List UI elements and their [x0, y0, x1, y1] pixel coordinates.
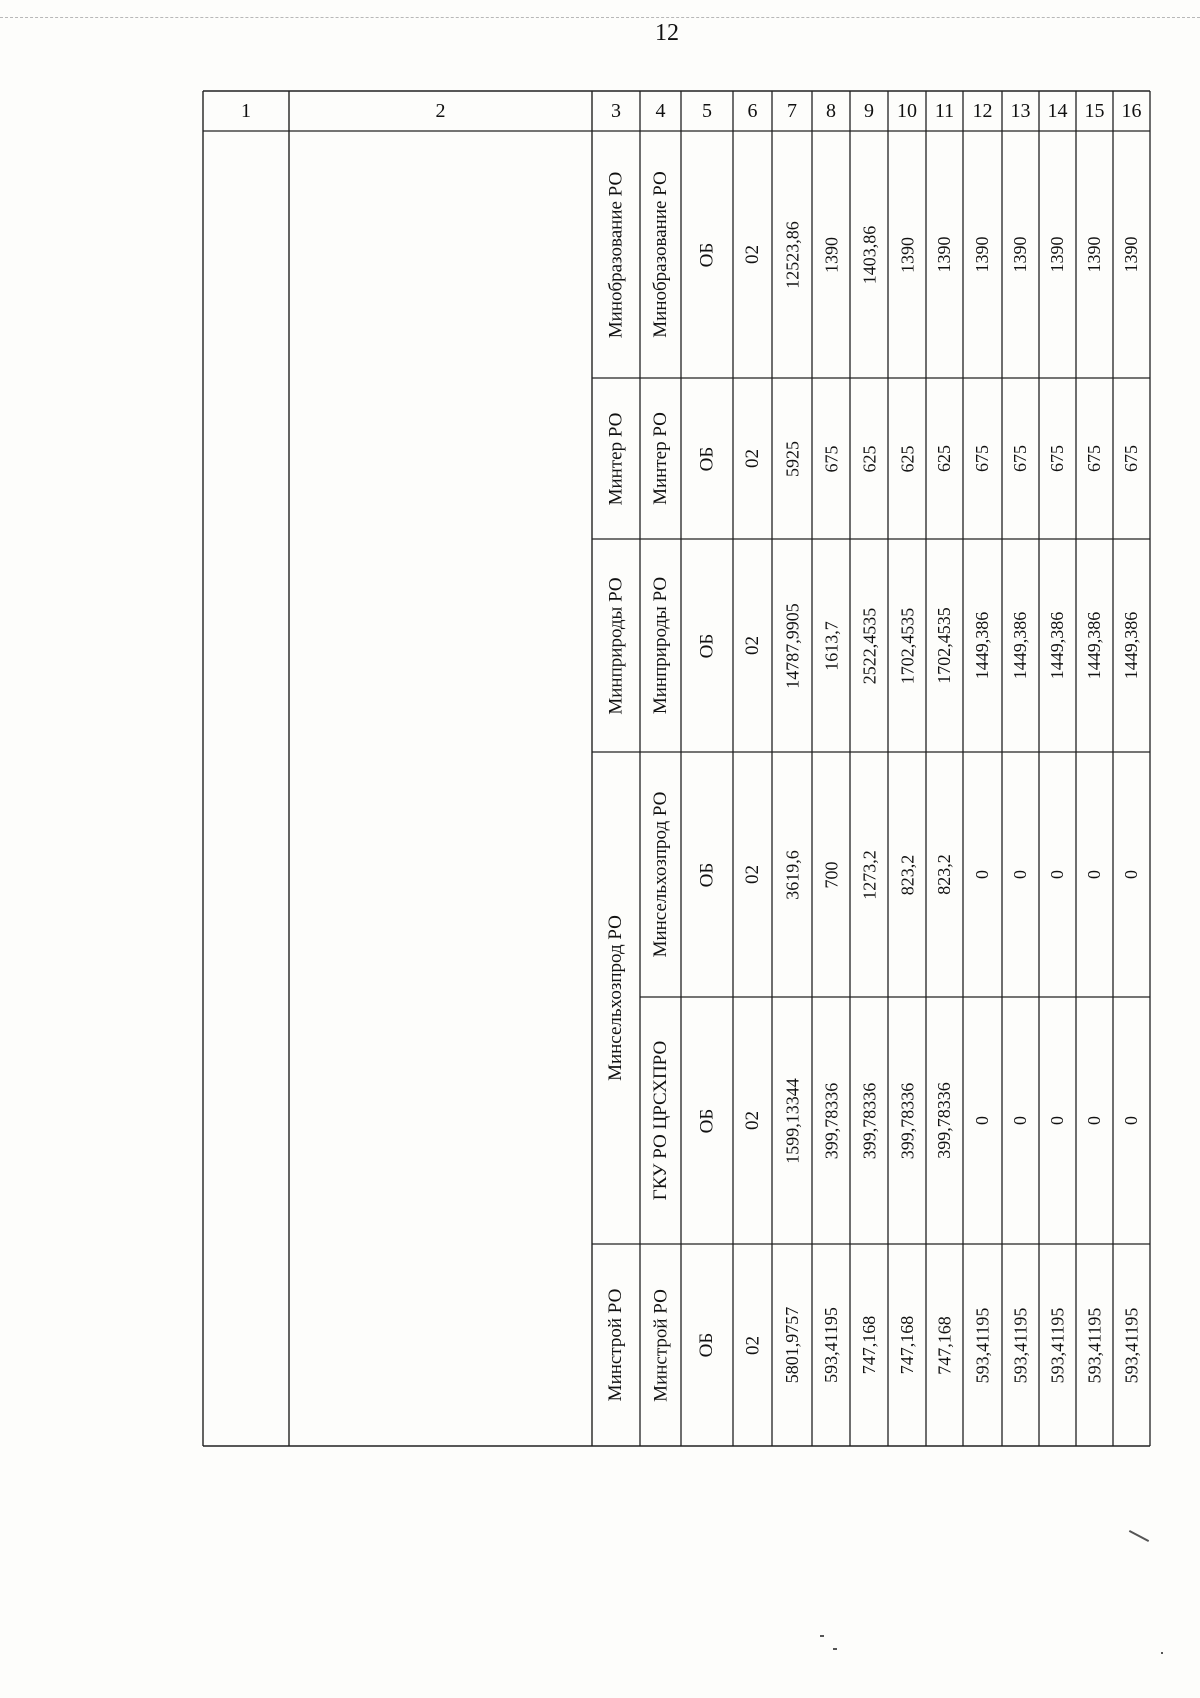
org-name: Минтер РО	[605, 412, 626, 505]
org-name: Минобразование РО	[605, 171, 626, 338]
amount-value: 593,41195	[1121, 1307, 1141, 1383]
column-number-header: 9	[864, 100, 874, 122]
amount-value: 14787,9905	[782, 602, 802, 689]
scan-speck	[1161, 1652, 1163, 1654]
budget-code: 02	[742, 1111, 763, 1130]
amount-value: 1390	[1010, 236, 1030, 273]
amount-value: 593,41195	[1084, 1307, 1104, 1383]
amount-value: 625	[934, 445, 954, 472]
amount-value: 675	[1121, 445, 1141, 472]
amount-value: 675	[821, 445, 841, 472]
recipient-name: Минприроды РО	[650, 576, 671, 715]
column-number-header: 6	[747, 100, 758, 122]
amount-value: 1702,4535	[934, 607, 954, 684]
column-number-header: 7	[787, 100, 797, 122]
amount-value: 1449,386	[1084, 611, 1104, 680]
amount-value: 675	[972, 445, 992, 472]
amount-value: 0	[1047, 1116, 1067, 1125]
amount-value: 700	[821, 861, 841, 888]
amount-value: 0	[972, 870, 992, 879]
budget-code: 02	[742, 449, 763, 468]
amount-value: 5925	[782, 440, 802, 477]
recipient-name: ГКУ РО ЦРСХПРО	[650, 1040, 671, 1201]
amount-value: 593,41195	[972, 1307, 992, 1383]
amount-value: 1449,386	[1121, 611, 1141, 680]
amount-value: 593,41195	[821, 1307, 841, 1383]
amount-value: 1702,4535	[897, 607, 917, 684]
column-number-header: 2	[435, 100, 446, 122]
amount-value: 625	[859, 445, 879, 472]
budget-type: ОБ	[696, 242, 717, 267]
recipient-name: Минстрой РО	[650, 1288, 671, 1402]
amount-value: 747,168	[859, 1315, 879, 1375]
amount-value: 675	[1084, 445, 1104, 472]
budget-type: ОБ	[696, 446, 717, 471]
amount-value: 747,168	[934, 1315, 954, 1375]
amount-value: 675	[1047, 445, 1067, 472]
amount-value: 399,78336	[859, 1082, 879, 1159]
amount-value: 747,168	[897, 1315, 917, 1375]
column-number-header: 3	[611, 100, 621, 122]
amount-value: 0	[1084, 870, 1104, 879]
org-name: Минприроды РО	[605, 576, 626, 715]
amount-value: 12523,86	[782, 220, 802, 289]
amount-value: 593,41195	[1047, 1307, 1067, 1383]
scan-speck	[820, 1635, 824, 1637]
recipient-name: Минсельхозпрод РО	[650, 791, 671, 958]
column-number-header: 5	[702, 100, 712, 122]
column-number-header: 14	[1047, 100, 1068, 122]
budget-type: ОБ	[696, 1108, 717, 1133]
amount-value: 1390	[1047, 236, 1067, 273]
amount-value: 0	[1047, 870, 1067, 879]
org-name: Минстрой РО	[605, 1288, 626, 1402]
column-number-header: 11	[934, 100, 955, 122]
amount-value: 1390	[934, 236, 954, 273]
amount-value: 5801,9757	[782, 1306, 802, 1384]
budget-type: ОБ	[696, 1332, 717, 1358]
column-number-header: 1	[241, 100, 251, 122]
amount-value: 593,41195	[1010, 1307, 1030, 1383]
amount-value: 0	[1121, 870, 1141, 879]
scan-speck	[833, 1648, 837, 1650]
org-name: Минсельхозпрод РО	[605, 915, 626, 1081]
amount-value: 0	[1084, 1116, 1104, 1125]
column-number-header: 12	[972, 100, 993, 122]
budget-code: 02	[742, 1335, 763, 1355]
amount-value: 1390	[821, 236, 841, 273]
amount-value: 3619,6	[782, 849, 802, 900]
budget-type: ОБ	[696, 862, 717, 887]
amount-value: 1390	[1121, 236, 1141, 273]
amount-value: 1449,386	[1010, 611, 1030, 680]
column-number-header: 4	[655, 100, 666, 122]
column-number-header: 8	[826, 100, 836, 122]
column-number-header: 13	[1010, 100, 1031, 122]
amount-value: 1599,13344	[782, 1077, 802, 1164]
column-number-header: 10	[897, 100, 917, 122]
amount-value: 625	[897, 445, 917, 472]
amount-value: 1390	[1084, 236, 1104, 273]
recipient-name: Минобразование РО	[650, 171, 671, 338]
recipient-name: Минтер РО	[650, 412, 671, 505]
amount-value: 0	[1010, 870, 1030, 879]
amount-value: 0	[1121, 1116, 1141, 1125]
amount-value: 1273,2	[859, 849, 879, 900]
amount-value: 399,78336	[897, 1082, 917, 1159]
amount-value: 399,78336	[821, 1082, 841, 1159]
page-number: 12	[655, 20, 679, 46]
amount-value: 0	[1010, 1116, 1030, 1125]
amount-value: 675	[1010, 445, 1030, 472]
budget-code: 02	[742, 865, 763, 884]
budget-code: 02	[742, 245, 763, 264]
amount-value: 2522,4535	[859, 607, 879, 684]
budget-type: ОБ	[696, 633, 717, 658]
amount-value: 1390	[897, 236, 917, 273]
amount-value: 399,78336	[934, 1082, 954, 1159]
amount-value: 0	[972, 1116, 992, 1125]
amount-value: 1390	[972, 236, 992, 273]
column-number-header: 16	[1121, 100, 1142, 122]
amount-value: 1449,386	[972, 611, 992, 680]
column-number-header: 15	[1084, 100, 1105, 122]
amount-value: 823,2	[897, 854, 917, 895]
amount-value: 1449,386	[1047, 611, 1067, 680]
amount-value: 1613,7	[821, 620, 841, 671]
amount-value: 1403,86	[859, 225, 879, 284]
amount-value: 823,2	[934, 854, 954, 895]
budget-code: 02	[742, 636, 763, 655]
